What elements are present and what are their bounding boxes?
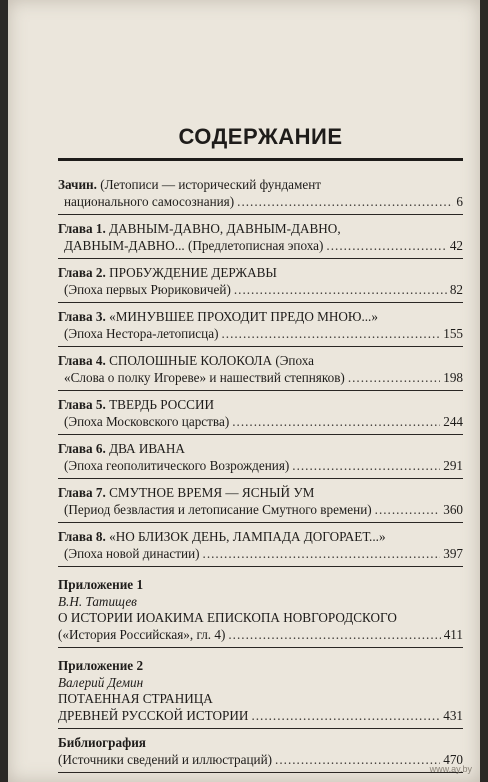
entry-text: СПОЛОШНЫЕ КОЛОКОЛА (Эпоха [109, 353, 315, 368]
entry-text: ДАВНЫМ-ДАВНО... (Предлетописная эпоха) [64, 237, 324, 253]
page-number: 397 [443, 545, 463, 561]
toc-entry-chapter-5 [58, 397, 463, 435]
page-number: 291 [443, 457, 463, 473]
toc-entry-appendix-2 [58, 658, 463, 729]
toc-entry-chapter-7 [58, 485, 463, 523]
entry-label: Глава 2. [58, 265, 106, 280]
bibliography-label: Библиография [58, 735, 146, 750]
entry-label: Глава 4. [58, 353, 106, 368]
toc-entry-intro [58, 177, 463, 215]
page-number: 431 [443, 707, 463, 723]
leader-dots [228, 627, 440, 644]
leader-dots [292, 458, 440, 475]
page-number: 155 [443, 325, 463, 341]
appendix-title: ДРЕВНЕЙ РУССКОЙ ИСТОРИИ [58, 707, 249, 723]
entry-text: ТВЕРДЬ РОССИИ [109, 397, 215, 412]
appendix-label: Приложение 1 [58, 577, 144, 592]
entry-text: «Слова о полку Игореве» и нашествий степняков) [64, 369, 345, 385]
entry-text: (Период безвластия и летописание Смутного времени) [64, 501, 372, 517]
entry-text: «НО БЛИЗОК ДЕНЬ, ЛАМПАДА ДОГОРАЕТ...» [109, 529, 386, 544]
leader-dots [251, 708, 440, 725]
bibliography-subtitle: (Источники сведений и иллюстраций) [58, 751, 273, 767]
page-number: 198 [443, 369, 463, 385]
entry-label: Глава 7. [58, 485, 106, 500]
leader-dots [234, 282, 447, 299]
page-number: 6 [456, 193, 463, 209]
appendix-author: В.Н. Татищев [58, 593, 137, 609]
page-number: 470 [443, 751, 463, 767]
entry-text: ДВА ИВАНА [109, 441, 185, 456]
page-number: 244 [443, 413, 463, 429]
bleed-through-text [128, 40, 388, 130]
leader-dots [375, 502, 441, 519]
leader-dots [221, 326, 440, 343]
toc-entry-chapter-8 [58, 529, 463, 567]
contents-heading-block [58, 124, 463, 161]
leader-dots [275, 752, 440, 769]
appendix-subtitle: («История Российская», гл. 4) [58, 626, 226, 642]
book-page [8, 0, 480, 782]
table-of-contents [58, 177, 463, 779]
title-rule [58, 158, 463, 161]
entry-label: Глава 6. [58, 441, 106, 456]
toc-entry-chapter-6 [58, 441, 463, 479]
entry-text: ПРОБУЖДЕНИЕ ДЕРЖАВЫ [109, 265, 277, 280]
entry-label: Глава 8. [58, 529, 106, 544]
toc-entry-appendix-1 [58, 577, 463, 648]
leader-dots [326, 238, 446, 255]
toc-entry-chapter-1 [58, 221, 463, 259]
appendix-title: ПОТАЕННАЯ СТРАНИЦА [58, 691, 213, 706]
toc-entry-bibliography [58, 735, 463, 773]
toc-entry-chapter-2 [58, 265, 463, 303]
leader-dots [232, 414, 440, 431]
entry-text: (Эпоха Нестора-летописца) [64, 325, 219, 341]
appendix-author: Валерий Демин [58, 674, 144, 690]
page-number: 82 [449, 281, 463, 297]
page-number: 411 [443, 626, 463, 642]
entry-text: ДАВНЫМ-ДАВНО, ДАВНЫМ-ДАВНО, [109, 221, 341, 236]
entry-text: СМУТНОЕ ВРЕМЯ — ЯСНЫЙ УМ [109, 485, 315, 500]
page-number: 360 [443, 501, 463, 517]
entry-text: (Эпоха геополитического Возрождения) [64, 457, 290, 473]
entry-text: (Летописи — исторический фундамент [100, 177, 322, 192]
toc-entry-chapter-3 [58, 309, 463, 347]
entry-label: Глава 3. [58, 309, 106, 324]
entry-text: (Эпоха первых Рюриковичей) [64, 281, 231, 297]
entry-text: национального самосознания) [64, 193, 235, 209]
leader-dots [237, 194, 453, 211]
entry-label: Глава 1. [58, 221, 106, 236]
leader-dots [348, 370, 440, 387]
entry-text: (Эпоха Московского царства) [64, 413, 230, 429]
toc-entry-chapter-4 [58, 353, 463, 391]
entry-text: «МИНУВШЕЕ ПРОХОДИТ ПРЕДО МНОЮ...» [109, 309, 378, 324]
appendix-title: О ИСТОРИИ ИОАКИМА ЕПИСКОПА НОВГОРОДСКОГО [58, 610, 397, 625]
watermark: www.ay.by [429, 764, 472, 774]
leader-dots [203, 546, 441, 563]
entry-label: Глава 5. [58, 397, 106, 412]
page-number: 42 [449, 237, 463, 253]
entry-label: Зачин. [58, 177, 97, 192]
page-title: СОДЕРЖАНИЕ [178, 124, 343, 149]
entry-text: (Эпоха новой династии) [64, 545, 200, 561]
appendix-label: Приложение 2 [58, 658, 144, 673]
